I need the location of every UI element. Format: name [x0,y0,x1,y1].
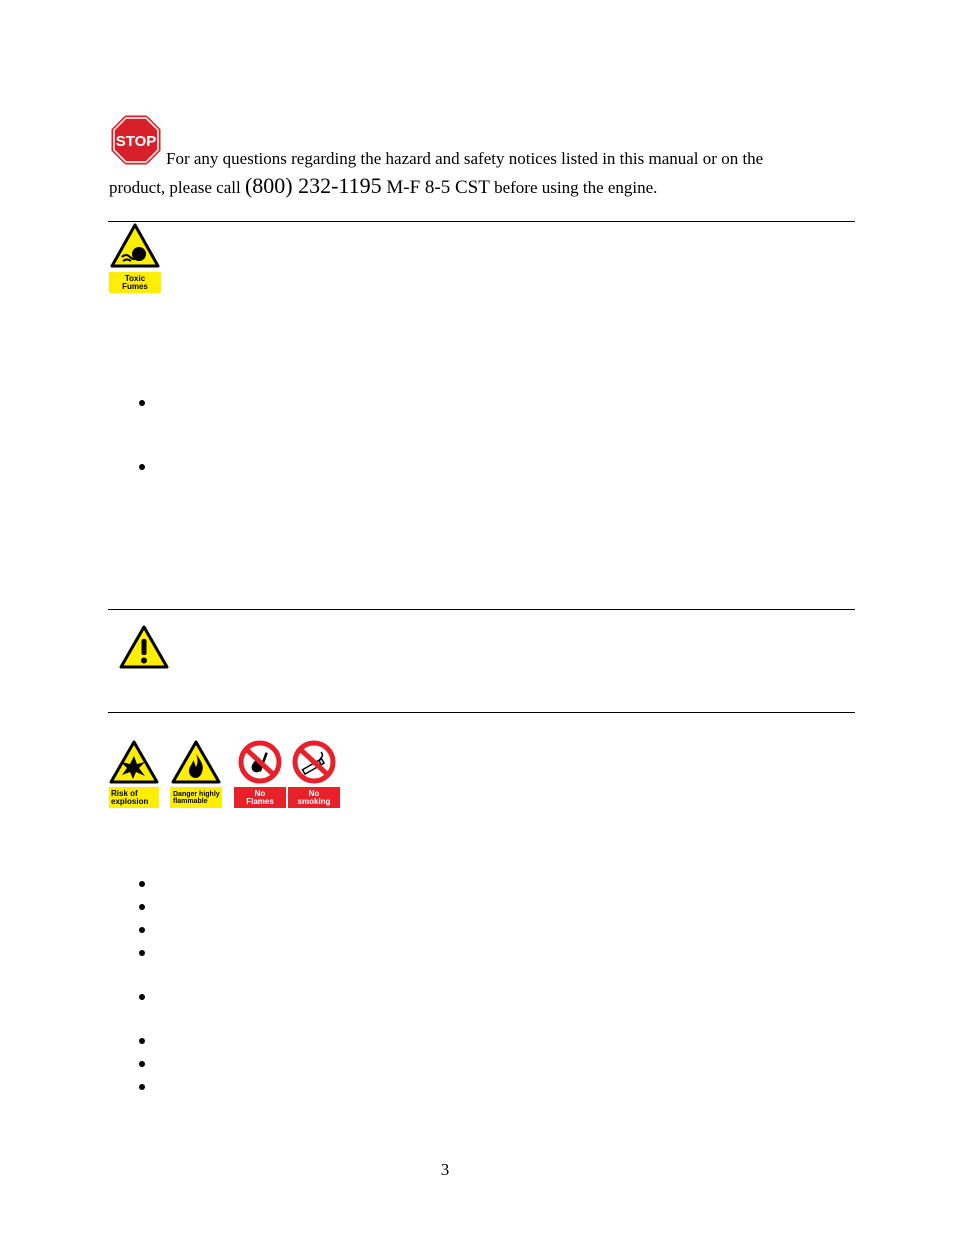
toxic-fumes-sign [109,223,161,295]
toxic-label-line1: Toxic [124,273,146,283]
page-number: 3 [440,1160,450,1179]
no-flames-label [234,787,286,808]
intro-text-line2 [109,172,657,202]
section-divider [108,221,855,222]
warning-triangle-icon [119,625,169,669]
no-smoking-label-line2: smoking [297,796,331,806]
list-bullet [139,927,145,933]
explosion-label [109,787,159,808]
list-bullet [139,1084,145,1090]
no-smoking-label [288,787,340,808]
section-divider [108,712,855,713]
list-bullet [139,1038,145,1044]
toxic-label-line2: Fumes [122,281,148,291]
no-flames-label-line2: Flames [246,796,274,806]
office-hours: M-F 8-5 CST [381,177,490,198]
list-bullet [139,950,145,956]
list-bullet [139,881,145,887]
no-smoking-icon [291,740,337,784]
stop-sign-icon [110,114,162,166]
toxic-fumes-label [109,272,161,293]
no-smoking-sign [288,740,340,808]
intro-prefix: product, please call [109,178,245,197]
list-bullet [139,1061,145,1067]
phone-number: (800) 232-1195 [244,173,382,198]
no-flames-sign [234,740,286,808]
intro-text-line1: For any questions regarding the hazard and safety notices listed in this manual or on the [166,149,764,168]
svg-text:STOP: STOP [115,133,157,150]
no-flames-label-line1: No [254,788,266,798]
intro-suffix: before using the engine. [489,178,658,197]
toxic-fumes-icon [110,223,160,269]
explosion-sign [109,740,159,808]
list-bullet [139,904,145,910]
section-divider [108,609,855,610]
flammable-label-line1: Danger highly [173,790,220,798]
flammable-sign [170,740,222,808]
flammable-icon [171,740,221,784]
list-bullet [139,464,145,470]
explosion-label-line2: explosion [111,796,149,806]
flammable-label-line2: flammable [173,797,208,805]
list-bullet [139,994,145,1000]
list-bullet [139,400,145,406]
explosion-icon [109,740,159,784]
explosion-label-line1: Risk of [111,788,138,798]
no-flames-icon [237,740,283,784]
flammable-label [170,787,222,808]
no-smoking-label-line1: No [308,788,320,798]
